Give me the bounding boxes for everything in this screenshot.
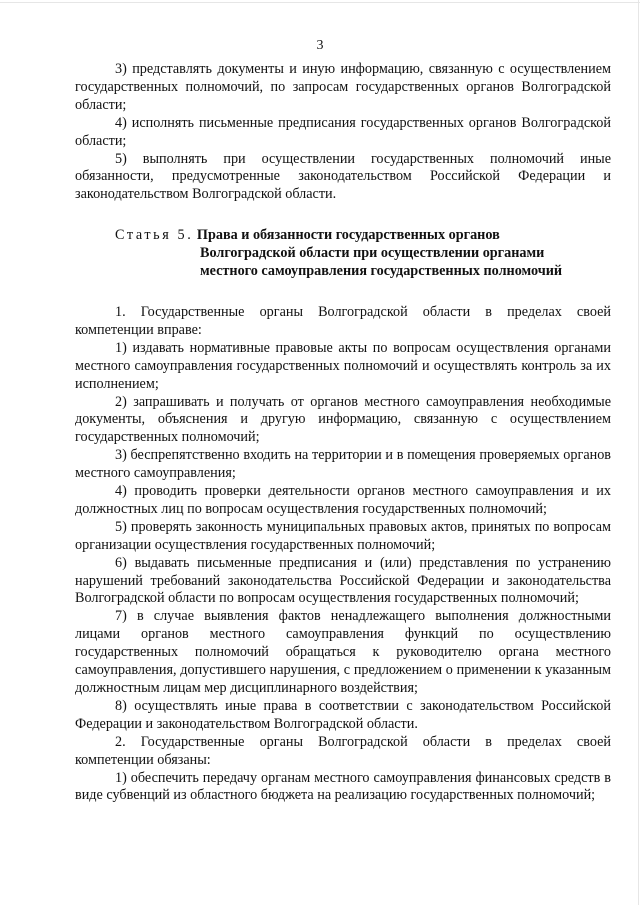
document-body [75, 61, 611, 805]
article-title-line1: Права и обязанности государственных органов [196, 227, 500, 244]
clause-1-item-5: 5) проверять законность муниципальных правовых актов, принятых по вопросам организации осуществления государственных полномочий; [75, 518, 611, 553]
clause-1-item-1: 1) издавать нормативные правовые акты по вопросам осуществления органами местного самоуправления государственных полномочий и осуществлять контроль за их исполнением; [75, 339, 611, 392]
clause-2-intro: 2. Государственные органы Волгоградской области в пределах своей компетенции обязаны: [75, 733, 611, 768]
clause-1-item-7: 7) в случае выявления фактов ненадлежащего выполнения должностными лицами органов местного самоуправления функций по осуществлению государственных полномочий обращаться к руководителю органа местного самоуправления, допустившего нарушения, с предложением о применении к указанным должностным лицам мер дисциплинарного воздействия; [75, 608, 611, 696]
article-title-line3: местного самоуправления государственных полномочий [200, 263, 563, 280]
article-heading [75, 227, 611, 281]
clause-1-item-2: 2) запрашивать и получать от органов местного самоуправления необходимые документы, объяснения и другую информацию, связанную с осуществлением государственных полномочий; [75, 393, 611, 446]
article-label: Статья 5. [115, 227, 194, 244]
article-title-line2: Волгоградской области при осуществлении органами [200, 245, 545, 262]
paragraph-item-4: 4) исполнять письменные предписания государственных органов Волгоградской области; [75, 114, 611, 149]
clause-1-item-6: 6) выдавать письменные предписания и (или) представления по устранению нарушений требований законодательства Российской Федерации и законодательства Волгоградской области по вопросам осуществления государственных полномочий; [75, 554, 611, 607]
clause-1-item-3: 3) беспрепятственно входить на территории и в помещения проверяемых органов местного самоуправления; [75, 447, 611, 482]
paragraph-item-5: 5) выполнять при осуществлении государственных полномочий иные обязанности, предусмотренные законодательством Российской Федерации и законодательством Волгоградской области. [75, 150, 611, 203]
top-border-line [0, 2, 640, 3]
page-number: 3 [316, 38, 324, 53]
clause-1-item-8: 8) осуществлять иные права в соответствии с законодательством Российской Федерации и законодательством Волгоградской области. [75, 697, 611, 732]
clause-1-intro: 1. Государственные органы Волгоградской области в пределах своей компетенции вправе: [75, 303, 611, 338]
clause-2-item-1: 1) обеспечить передачу органам местного самоуправления финансовых средств в виде субвенций из областного бюджета на реализацию государственных полномочий; [75, 769, 611, 804]
right-border-line [638, 0, 639, 905]
paragraph-item-3: 3) представлять документы и иную информацию, связанную с осуществлением государственных полномочий, по запросам государственных органов Волгоградской области; [75, 61, 611, 113]
clause-1-item-4: 4) проводить проверки деятельности органов местного самоуправления и их должностных лиц по вопросам осуществления государственных полномочий; [75, 483, 611, 517]
